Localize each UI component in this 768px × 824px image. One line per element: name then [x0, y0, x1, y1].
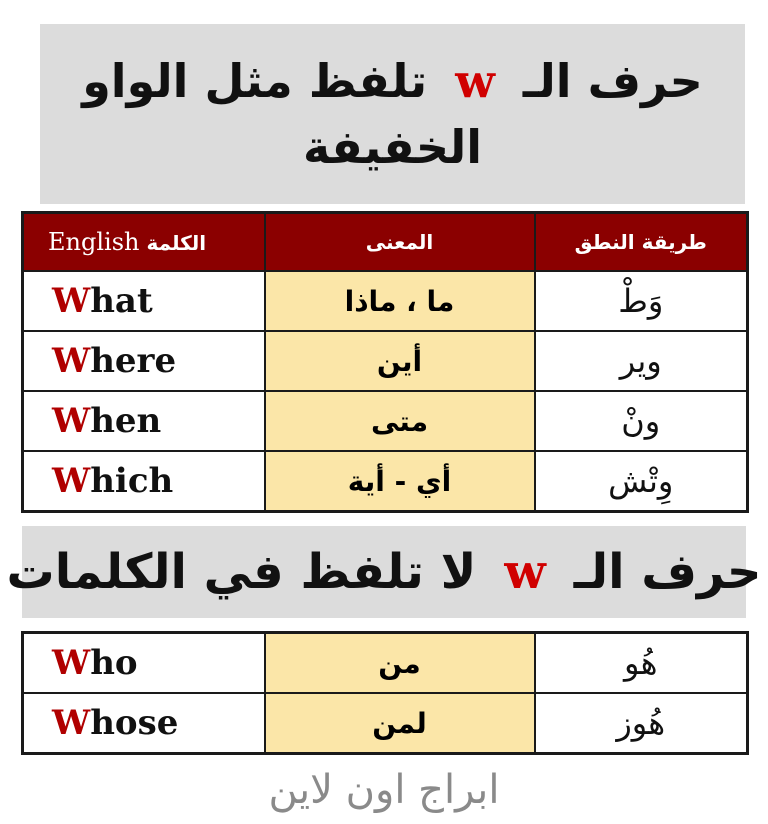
pronunciation-table	[21, 211, 749, 513]
english-word	[23, 451, 265, 512]
word-first-letter: W	[52, 643, 91, 683]
table-row	[23, 633, 748, 694]
pronunciation-cell: هُو	[535, 633, 748, 694]
letter-w: w	[504, 544, 546, 600]
word-rest: ho	[90, 643, 138, 683]
english-word	[23, 331, 265, 391]
title-line-2: الخفيفة	[302, 120, 483, 174]
title-part-1: حرف الـ	[522, 54, 703, 108]
footer-watermark: ابراج اون لاين	[268, 767, 500, 813]
meaning-cell: من	[265, 633, 535, 694]
pronunciation-cell: وِتْش	[535, 451, 748, 512]
title-line-1	[82, 48, 703, 114]
header-pronunciation: طريقة النطق	[535, 213, 748, 272]
english-word	[23, 271, 265, 331]
header-english-word	[23, 213, 265, 272]
title-part-1: حرف الـ	[573, 544, 762, 600]
pronunciation-cell: ونْ	[535, 391, 748, 451]
pronunciation-cell: وير	[535, 331, 748, 391]
header-word-en: English	[48, 228, 140, 256]
header-word-ar: الكلمة	[146, 231, 207, 255]
title-banner-2	[6, 526, 762, 618]
word-rest: hen	[90, 401, 162, 441]
meaning-cell: لمن	[265, 693, 535, 754]
word-first-letter: W	[52, 341, 91, 381]
table-row	[23, 391, 748, 451]
title-part-2: لا تلفظ في الكلمات	[6, 544, 477, 600]
meaning-cell: أي - أية	[265, 451, 535, 512]
meaning-cell: أين	[265, 331, 535, 391]
meaning-cell: متى	[265, 391, 535, 451]
table-row	[23, 451, 748, 512]
english-word	[23, 693, 265, 754]
word-rest: hat	[90, 281, 153, 321]
table-row	[23, 271, 748, 331]
word-first-letter: W	[52, 281, 91, 321]
english-word	[23, 633, 265, 694]
word-rest: here	[90, 341, 177, 381]
table-row	[23, 693, 748, 754]
word-first-letter: W	[52, 401, 91, 441]
word-first-letter: W	[52, 703, 91, 743]
title-part-2: تلفظ مثل الواو	[82, 54, 428, 108]
english-word	[23, 391, 265, 451]
pronunciation-cell: هُوز	[535, 693, 748, 754]
meaning-cell: ما ، ماذا	[265, 271, 535, 331]
table-header-row	[23, 213, 748, 272]
word-rest: hich	[90, 461, 174, 501]
header-meaning: المعنى	[265, 213, 535, 272]
table-row	[23, 331, 748, 391]
title-banner-1	[40, 24, 745, 204]
pronunciation-cell: وَطْ	[535, 271, 748, 331]
title-line	[7, 526, 762, 618]
letter-w: w	[455, 54, 495, 108]
word-rest: hose	[90, 703, 179, 743]
word-first-letter: W	[52, 461, 91, 501]
silent-w-table	[21, 631, 749, 755]
